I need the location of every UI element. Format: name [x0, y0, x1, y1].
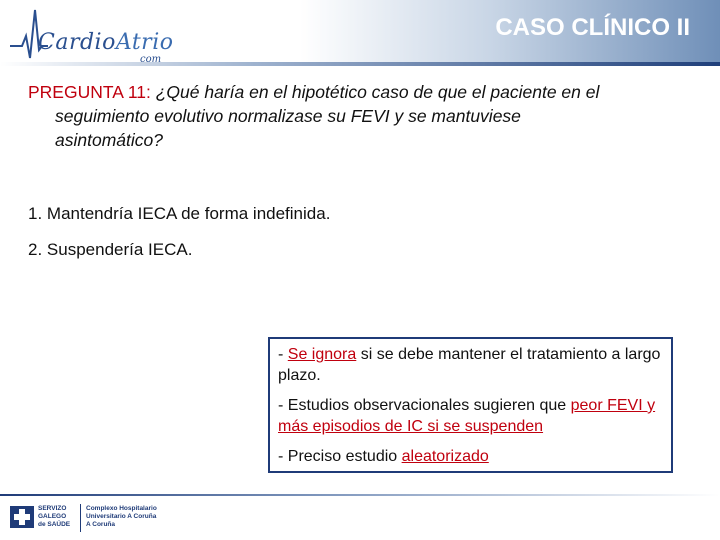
cardioatrio-logo — [8, 6, 188, 65]
footer-org-line: de SAÚDE — [38, 521, 71, 528]
option-number: 1. — [28, 204, 43, 223]
logo-accent: Atrio — [115, 30, 174, 55]
question-line-2: seguimiento evolutivo normalizase su FEVI y se mantuviese — [55, 106, 521, 126]
answer-point-1-rest: si se debe mantener el tratamiento a largo plazo. — [278, 346, 661, 384]
footer-org — [38, 505, 78, 529]
logo-suffix: com — [140, 54, 162, 65]
logo-main: Cardio — [38, 30, 116, 55]
option-1 — [28, 200, 628, 236]
option-2 — [28, 236, 628, 272]
answer-box — [268, 337, 673, 473]
option-text: Mantendría IECA de forma indefinida. — [46, 204, 331, 223]
footer-org-line: GALEGO — [38, 513, 67, 520]
answer-options — [28, 200, 628, 272]
option-number: 2. — [28, 240, 43, 259]
slide-header — [0, 0, 720, 68]
footer-hospital-line: Complexo Hospitalario — [86, 505, 157, 512]
answer-point-3-prefix: - Preciso estudio — [278, 448, 402, 465]
answer-point-3 — [278, 446, 665, 467]
answer-point-1 — [278, 344, 665, 386]
footer-hospital-line: Universitario A Coruña — [86, 513, 157, 520]
question-block — [28, 80, 698, 152]
slide-footer — [0, 494, 720, 540]
logo-text — [38, 30, 173, 55]
header-divider — [0, 62, 720, 66]
footer-hospital — [86, 505, 176, 529]
cross-icon — [10, 506, 34, 528]
question-label: PREGUNTA 11: — [28, 82, 151, 102]
footer-divider — [0, 494, 720, 496]
question-line-3: asintomático? — [55, 130, 163, 150]
answer-point-2-prefix: - Estudios observacionales sugieren que — [278, 397, 571, 414]
footer-logo-divider — [80, 504, 81, 532]
answer-point-2 — [278, 395, 665, 437]
question-line-1: ¿Qué haría en el hipotético caso de que el paciente en el — [150, 82, 600, 102]
answer-point-2-highlight: peor FEVI y más episodios de IC si se suspenden — [278, 397, 656, 435]
sergas-logo — [10, 504, 170, 534]
footer-hospital-line: A Coruña — [86, 521, 116, 528]
answer-point-3-highlight: aleatorizado — [401, 448, 489, 465]
option-text: Suspendería IECA. — [46, 240, 193, 259]
footer-org-line: SERVIZO — [38, 505, 67, 512]
answer-point-1-prefix: - — [278, 346, 288, 363]
answer-point-1-highlight: Se ignora — [287, 346, 357, 363]
slide-title: CASO CLÍNICO II — [495, 14, 690, 41]
